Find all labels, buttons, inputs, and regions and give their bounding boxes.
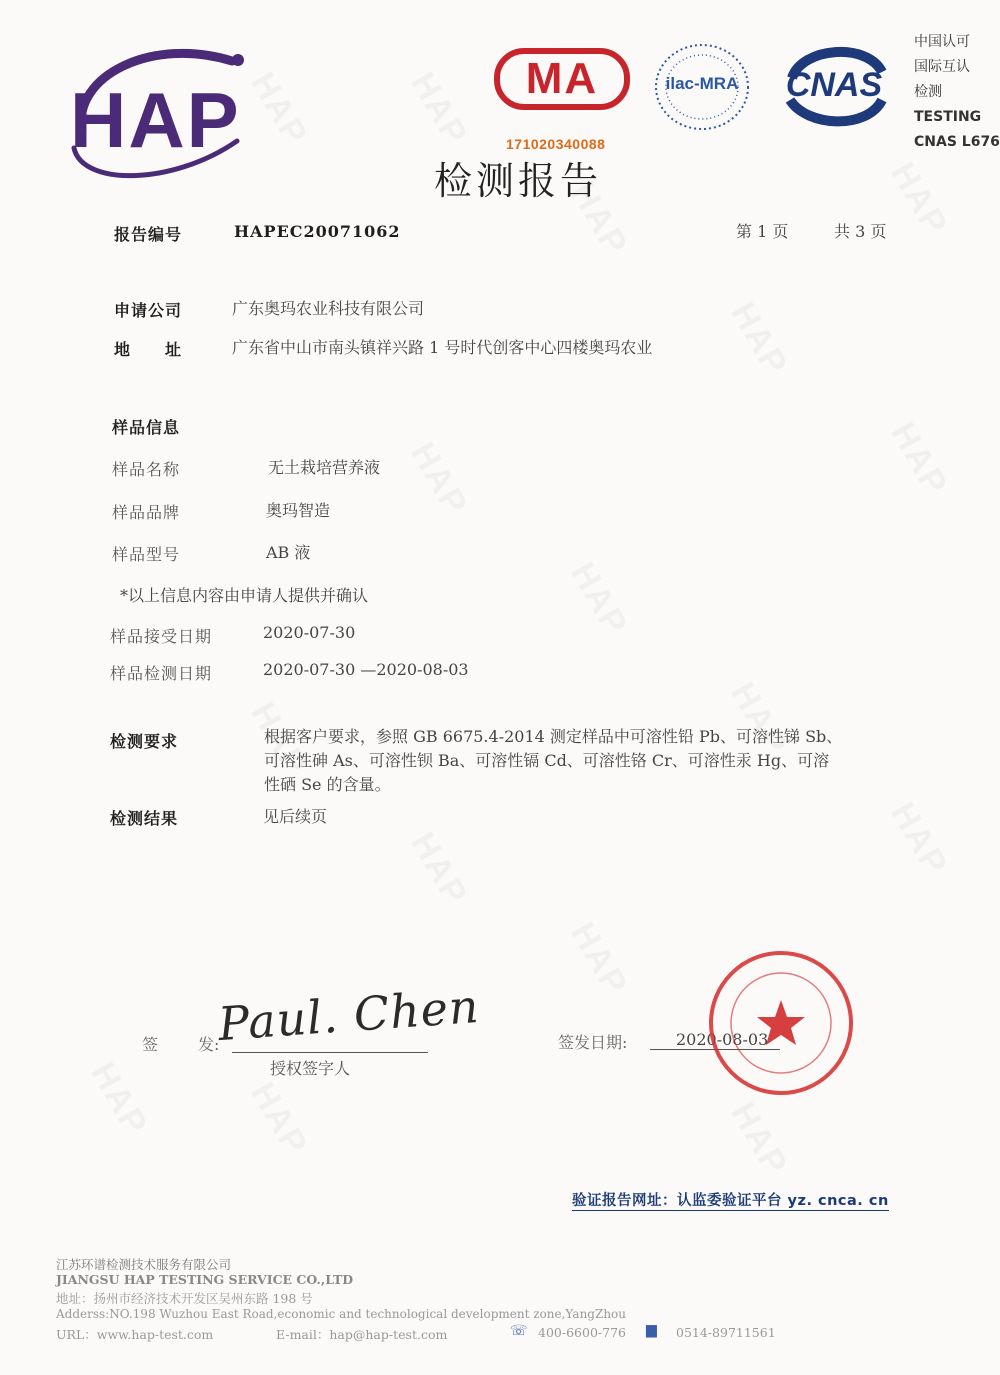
requirement-line: 可溶性砷 As、可溶性钡 Ba、可溶性镉 Cd、可溶性铬 Cr、可溶性汞 Hg、可溶 [264, 751, 830, 770]
phone-icon: ☏ [510, 1323, 528, 1339]
report-number-label: 报告编号 [114, 225, 183, 244]
company-label: 申请公司 [114, 301, 183, 320]
issue-date-label: 签发日期: [558, 1033, 628, 1052]
ilac-badge [650, 42, 754, 132]
address-label: 地 址 [114, 340, 183, 359]
tested-date-label: 样品检测日期 [110, 664, 213, 683]
company-seal [706, 948, 856, 1098]
issue-date: 2020-08-03 [676, 1030, 769, 1049]
address-value: 广东省中山市南头镇祥兴路 1 号时代创客中心四楼奥玛农业 [232, 338, 653, 357]
footer-address-cn: 地址：扬州市经济技术开发区吴州东路 198 号 [56, 1291, 313, 1306]
footer-url[interactable]: URL：www.hap-test.com [56, 1327, 214, 1342]
tested-date: 2020-07-30 —2020-08-03 [263, 660, 469, 679]
result-label: 检测结果 [110, 809, 179, 828]
footer-company-en: JIANGSU HAP TESTING SERVICE CO.,LTD [56, 1272, 354, 1287]
sample-section-title: 样品信息 [112, 418, 181, 437]
sample-brand: 奥玛智造 [266, 501, 331, 520]
cert-line: 中国认可 [914, 34, 970, 50]
sample-name: 无土栽培营养液 [268, 458, 381, 477]
cert-number: 171020340088 [506, 136, 606, 152]
logo-text: HAP [70, 76, 241, 164]
footer-email[interactable]: E-mail：hap@hap-test.com [276, 1327, 448, 1342]
signature: Paul. Chen [216, 978, 482, 1052]
report-number: HAPEC20071062 [234, 222, 401, 241]
cert-line: 国际互认 [914, 59, 970, 75]
page-number: 第 1 页 [736, 222, 789, 241]
fax-icon: ▆ [646, 1322, 657, 1338]
requirement-line: 性硒 Se 的含量。 [264, 775, 391, 794]
cert-lines [914, 30, 1000, 155]
received-date: 2020-07-30 [263, 623, 356, 642]
cert-line: TESTING [914, 109, 982, 125]
cnas-badge [772, 42, 896, 128]
requirement-line: 根据客户要求，参照 GB 6675.4-2014 测定样品中可溶性铅 Pb、可溶性锑 Sb、 [264, 727, 843, 746]
verify-link[interactable]: 验证报告网址：认监委验证平台 yz. cnca. cn [572, 1189, 889, 1211]
sample-name-label: 样品名称 [112, 460, 181, 479]
page-title: 检测报告 [434, 159, 603, 203]
requirement-text [264, 725, 924, 797]
sample-model-label: 样品型号 [112, 545, 181, 564]
signer-role: 授权签字人 [270, 1059, 351, 1078]
page-total: 共 3 页 [834, 222, 887, 241]
received-date-label: 样品接受日期 [110, 627, 213, 646]
sign-label-2: 发: [198, 1035, 220, 1054]
footer-address-en: Adderss:NO.198 Wuzhou East Road,economic and technological development zone,YangZhou [56, 1307, 626, 1321]
cert-line: 检测 [914, 84, 942, 100]
footer-fax: 0514-89711561 [676, 1325, 776, 1340]
ilac-text: ilac-MRA [665, 74, 739, 93]
signature-line [232, 1052, 428, 1053]
result-value: 见后续页 [263, 807, 328, 826]
sample-brand-label: 样品品牌 [112, 503, 181, 522]
sample-model: AB 液 [266, 543, 311, 562]
requirement-label: 检测要求 [110, 732, 179, 751]
sample-note: *以上信息内容由申请人提供并确认 [120, 586, 369, 605]
footer-phone: 400-6600-776 [538, 1325, 626, 1340]
cert-line: CNAS L676 [914, 134, 1000, 150]
sign-label-1: 签 [142, 1035, 159, 1054]
footer-company-cn: 江苏环谱检测技术服务有限公司 [56, 1257, 232, 1272]
cma-badge [494, 48, 630, 110]
cma-text: MA [525, 54, 599, 103]
company-value: 广东奥玛农业科技有限公司 [232, 299, 425, 318]
cnas-text: CNAS [785, 66, 883, 104]
